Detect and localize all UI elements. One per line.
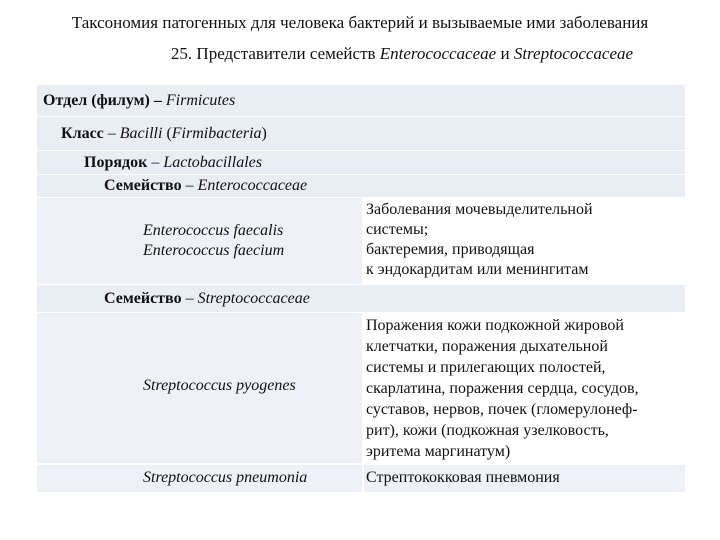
row-family-enterococcaceae [37, 175, 685, 197]
family1-label: Семейство [104, 177, 182, 194]
pyogenes-disease-line: клетчатки, поражения дыхательной [366, 338, 608, 355]
slide-subtitle [42, 44, 720, 64]
species-enterococcus-faecalis: Enterococcus faecalis [143, 222, 284, 239]
class-paren-open: ( [162, 125, 172, 142]
enterococcus-disease-cell [364, 198, 685, 284]
subtitle-family-2: Streptococcaceae [513, 44, 634, 63]
row-streptococcus-pyogenes [37, 313, 685, 463]
subtitle-family-1: Enterococcaceae [379, 44, 497, 63]
pyogenes-species-cell [37, 313, 362, 463]
phylum-value: Firmicutes [165, 92, 236, 109]
species-streptococcus-pneumonia: Streptococcus pneumonia [143, 469, 308, 486]
row-streptococcus-pneumonia [37, 465, 685, 492]
pyogenes-disease-line: Поражения кожи подкожной жировой [366, 317, 624, 334]
class-label: Класс [61, 125, 104, 142]
class-dash: – [103, 125, 120, 142]
subtitle-and: и [496, 44, 514, 63]
class-paren-close: ) [261, 125, 267, 142]
order-value: Lactobacillales [163, 154, 262, 171]
row-enterococcus [37, 198, 685, 284]
species-streptococcus-pyogenes: Streptococcus pyogenes [143, 377, 296, 394]
title-line-1: Таксономия патогенных для человека бактерий и вызываемые ими заболевания [71, 13, 649, 32]
pneumonia-species-cell [37, 465, 362, 492]
family1-value: Enterococcaceae [197, 177, 308, 194]
pneumonia-disease: Стрептококковая пневмония [366, 469, 560, 486]
row-class [37, 117, 685, 150]
subtitle-prefix: 25. Представители семейств [170, 44, 380, 63]
entero-disease-line: к эндокардитам или менингитам [366, 261, 589, 278]
pyogenes-disease-line: рит), кожи (подкожная узелковость, [366, 422, 609, 439]
species-enterococcus-faecium: Enterococcus faecium [143, 242, 285, 259]
slide-title [0, 13, 720, 33]
row-order [37, 151, 685, 174]
family2-dash: – [181, 290, 198, 307]
pyogenes-disease-line: эритема маргинатум) [366, 443, 511, 460]
pyogenes-disease-line: суставов, нервов, почек (гломерулонеф- [366, 401, 638, 418]
family2-label: Семейство [104, 290, 182, 307]
entero-disease-line: системы; [366, 221, 429, 238]
family1-dash: – [181, 177, 198, 194]
order-label: Порядок [84, 154, 148, 171]
pyogenes-disease-cell [364, 313, 685, 463]
row-family-streptococcaceae [37, 285, 685, 312]
enterococcus-species-cell [37, 198, 362, 284]
pyogenes-disease-line: системы и прилегающих полостей, [366, 359, 606, 376]
class-alt: Firmibacteria [171, 125, 262, 142]
entero-disease-line: Заболевания мочевыделительной [366, 201, 593, 218]
pneumonia-disease-cell [364, 465, 685, 492]
pyogenes-disease-line: скарлатина, поражения сердца, сосудов, [366, 380, 639, 397]
entero-disease-line: бактеремия, приводящая [366, 241, 535, 258]
phylum-label: Отдел (филум) – [43, 92, 166, 109]
class-value: Bacilli [119, 125, 163, 142]
family2-value: Streptococcaceae [197, 290, 310, 307]
order-dash: – [147, 154, 164, 171]
row-phylum [37, 85, 685, 116]
